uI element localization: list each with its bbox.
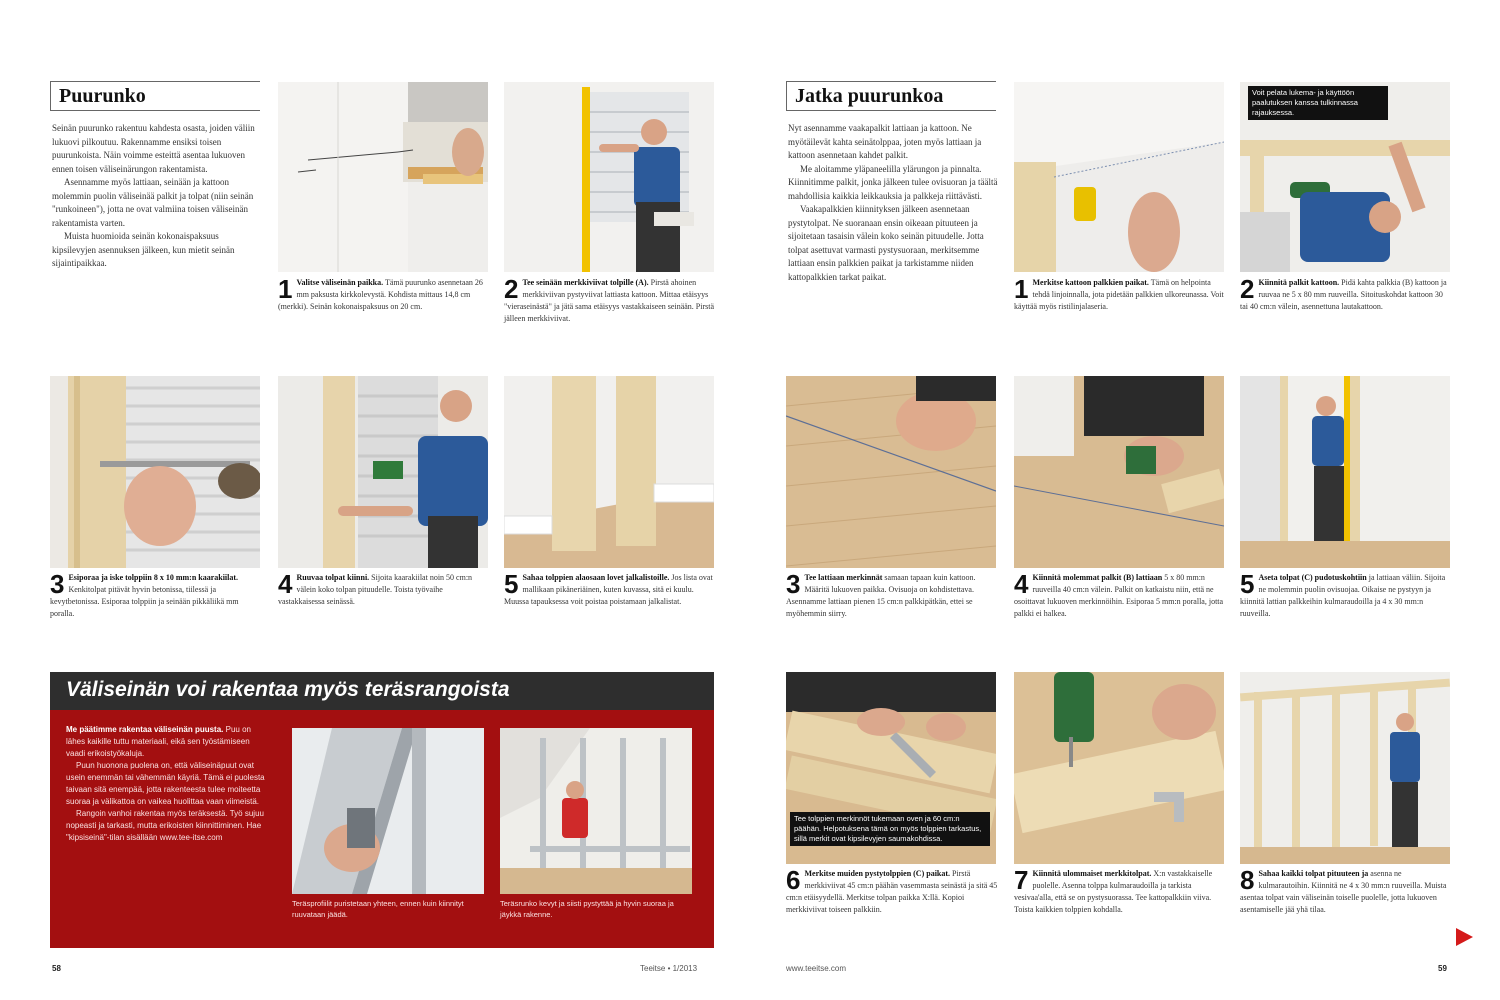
step-4 <box>278 569 490 608</box>
footer-magazine: Teeitse • 1/2013 <box>640 964 698 973</box>
photo-step-5 <box>504 376 714 568</box>
step-text: Pirstä merkkiviivat 45 cm:n päähän vasemmasta seinästä ja sitä 45 cm:n etäisyydellä. Merkitse tolpan paikka X:llä. Kopioi merkkiviivat toiseen palkkiin. <box>786 869 998 914</box>
r-step-1 <box>1014 274 1226 313</box>
photo-step-4 <box>278 376 488 568</box>
footer-page-number <box>52 964 61 973</box>
step-text: X:n vastakkaiselle puolelle. Asenna tolppa kulmaraudoilla ja tarkista vesivaa'alla, että se on pystysuorassa. Tee kattopalkkiin viiva. Toista kaikkien tolppien kohdalla. <box>1014 869 1213 914</box>
photo-r-step-4 <box>1014 376 1224 568</box>
photo-step-2 <box>504 82 714 272</box>
intro-paragraph: Muista huomioida seinän kokonaispaksuus kipsilevyjen asennuksen jälkeen, kun mietit seinän sijaintipaikkaa. <box>52 231 235 268</box>
footer-page-number <box>1438 964 1447 973</box>
steel-box-header <box>50 672 714 710</box>
photo-step-3 <box>50 376 260 568</box>
r-step-5 <box>1240 569 1452 620</box>
step-lead: Sahaa tolppien alaosaan lovet jalkalistoille. <box>522 573 670 582</box>
step-lead: Merkitse muiden pystytolppien (C) paikat. <box>804 869 951 878</box>
r-step-7 <box>1014 865 1226 916</box>
step-number: 2 <box>1240 274 1255 304</box>
step-text: Sijoita kaarakiilat noin 50 cm:n välein koko tolpan pituudelle. Toista työvaihe vastakkaisessa seinässä. <box>278 573 473 606</box>
intro-paragraph: Me aloitamme yläpaneelilla ylärungon ja pinnalta. Kiinnitimme palkit, jonka jälkeen tulee ovisuoran ja täältä mahdollisia kaikkia leikkauksia ja palkkeja riittävästi. <box>788 163 998 201</box>
step-3 <box>50 569 262 620</box>
step-number: 5 <box>504 569 519 599</box>
step-2 <box>504 274 716 325</box>
intro-text <box>52 122 264 271</box>
overlay-caption-top: Voit pelata lukema- ja käyttöön paalutuksen kanssa tulkinnassa rajauksessa. <box>1248 86 1388 120</box>
r-step-4 <box>1014 569 1226 620</box>
step-number: 4 <box>278 569 293 599</box>
steel-paragraph-text: Puu on lähes kaikille tuttu materiaali, eikä sen työstämiseen vaadi erikoistyökaluja. <box>66 725 251 758</box>
page-number: 58 <box>52 964 61 973</box>
photo-steel-profiles <box>292 728 484 894</box>
step-text: Tämä puurunko asennetaan 26 mm paksusta kirkkolevystä. Kohdista mittaus 14,8 cm (merkki). Seinän kokonaispaksuus on 20 cm. <box>278 278 483 311</box>
intro-paragraph: Vaakapalkkien kiinnityksen jälkeen asennetaan pystytolpat. Ne suoranaan ensin oikeaan pituuteen ja sijoitetaan tasaisin välein koko seinän pituudelle. Jotta tolpat asettuvat varmasti pystysuoraan, merkitsemme lattiaan ensin palkkien paikat ja tarkistamme niiden kattopalkkien tarkat paikat. <box>788 204 984 282</box>
step-text: 5 x 80 mm:n ruuveilla 40 cm:n välein. Palkit on katkaistu niin, että ne osoittavat lukuoven merkinnöihin. Esiporaa 5 mm:n poralla, jotta palkki ei halkea. <box>1014 573 1224 618</box>
step-lead: Kiinnitä ulommaiset merkkitolpat. <box>1032 869 1152 878</box>
step-text: Jos lista ovat mallikaan pikäneriäinen, kuten kuvassa, sitä ei kuulu. Muussa tapauksessa voit poistaa poistamaan jalkalistat. <box>504 573 713 606</box>
step-text: Tämä on helpointa tehdä linjoinnalla, jota pidetään palkkien ulkoreunassa. Voit käyttää myös ristilinjalaseria. <box>1014 278 1224 311</box>
step-number: 1 <box>278 274 293 304</box>
step-number: 4 <box>1014 569 1029 599</box>
photo-r-step-1 <box>1014 82 1224 272</box>
step-lead: Sahaa kaikki tolpat pituuteen ja <box>1258 869 1369 878</box>
step-5 <box>504 569 716 608</box>
step-text: Kenkitolpat pitävät hyvin betonissa, tiilessä ja kevytbetonissa. Esiporaa tolppiin ja seinään pikkäliikä mm poralla. <box>50 585 239 618</box>
intro-paragraph: Seinän puurunko rakentuu kahdesta osasta, joiden väliin lukuovi pilkoutuu. Rakennamme ensiksi toisen puurunkoista. Näin voimme esteittä asentaa lukuoven ennen toisen väliseinärungon rakentamista. <box>52 123 255 174</box>
intro-text <box>788 122 1000 284</box>
steel-caption-1: Teräsprofiilit puristetaan yhteen, ennen kuin kiinnityt ruuvataan jäädä. <box>292 899 464 919</box>
photo-r-step-8 <box>1240 672 1450 864</box>
steel-paragraph: Rangoin vanhoi rakentaa myös teräksestä. Työ sujuu nopeasti ja tarkasti, mutta erikoisten kiinnittiminen. Hae "kipsiseinä"-tilan sisällään www.tee-itse.com <box>66 809 264 842</box>
overlay-caption-bottom: Tee tolppien merkinnöt tukemaan oven ja 60 cm:n päähän. Helpotuksena tämä on myös tolppien tarkastus, sillä merkit ovat kipsilevyjen saumakohdissa. <box>790 812 990 846</box>
page-number: 59 <box>1438 964 1447 973</box>
intro-paragraph: Nyt asennamme vaakapalkit lattiaan ja kattoon. Ne myötäilevät kahta seinätolppaa, joten myös lattiaan ja kattoon asennetaan kahdet palkit. <box>788 123 982 160</box>
photo-r-step-5 <box>1240 376 1450 568</box>
steel-frame-box <box>50 672 714 948</box>
right-page <box>750 0 1500 1000</box>
r-step-8 <box>1240 865 1452 916</box>
step-text: Pirstä ahoinen merkkiviivan pystyviivat lattiasta kattoon. Mittaa etäisyys "vieraseinästä" ja jätä sama etäisyys vastakkaiseen seinään. Pirstä jälleen merkkiviivat. <box>504 278 715 323</box>
step-text: samaan tapaan kuin kattoon. Määritä lukuoven paikka. Ovisuoja on kohdistettava. Asennamme lattiaan pienen 15 cm:n palkkipätkän, ettei se myöhemmin siirry. <box>786 573 976 618</box>
step-number: 3 <box>786 569 801 599</box>
step-lead: Ruuvaa tolpat kiinni. <box>296 573 370 582</box>
steel-box-title: Väliseinän voi rakentaa myös teräsrangoista <box>66 678 510 701</box>
step-number: 3 <box>50 569 65 599</box>
r-step-2 <box>1240 274 1452 313</box>
steel-paragraph <box>66 724 266 760</box>
step-lead: Aseta tolpat (C) pudotuskohtiin <box>1258 573 1367 582</box>
step-lead: Tee seinään merkkiviivat tolpille (A). <box>522 278 649 287</box>
section-title-puurunko: Puurunko <box>50 81 260 111</box>
triangle-right-icon[interactable] <box>1456 928 1473 946</box>
steel-box-text <box>66 724 266 844</box>
r-step-3 <box>786 569 998 620</box>
step-number: 7 <box>1014 865 1029 895</box>
step-lead: Valitse väliseinän paikka. <box>296 278 384 287</box>
step-text: ja lattiaan väliin. Sijoita ne molemmin puolin ovisuojaa. Oikaise ne pystyyn ja kiinnitä lattian palkkeihin kulmaraudoilla ja 4 x 30 mm:n ruuveilla. <box>1240 573 1446 618</box>
step-number: 8 <box>1240 865 1255 895</box>
step-text: asenna ne kulmarautoihin. Kiinnitä ne 4 x 30 mm:n ruuveilla. Muista asentaa tolpat vain väliseinän toiselle puolelle, jotta lukuoven asentamiselle jää yhä tilaa. <box>1240 869 1447 914</box>
step-text: Pidä kahta palkkia (B) kattoon ja ruuvaa ne 5 x 80 mm ruuveilla. Sitoituskohdat kattoon 30 tai 40 cm:n välein, asennettuna lautakattoon. <box>1240 278 1447 311</box>
step-lead: Esiporaa ja iske tolppiin 8 x 10 mm:n kaarakiilat. <box>68 573 239 582</box>
steel-paragraph: Puun huonona puolena on, että väliseinäpuut ovat usein enemmän tai vähemmän käyriä. Tämä ei puolesta taivaan sitä enempää, jotta rakenteesta tulee moiteetta suoraa ja välikattoa on vaikea huolittaa vaan viimeistä. <box>66 761 265 806</box>
footer-url: www.teeitse.com <box>786 964 847 973</box>
step-lead: Tee lattiaan merkinnät <box>804 573 883 582</box>
photo-steel-wall <box>500 728 692 894</box>
steel-caption-2: Teräsrunko kevyt ja siisti pystyttää ja hyvin suoraa ja jäykkä rakenne. <box>500 899 674 919</box>
step-lead: Merkitse kattoon palkkien paikat. <box>1032 278 1149 287</box>
step-lead: Kiinnitä palkit kattoon. <box>1258 278 1340 287</box>
step-number: 1 <box>1014 274 1029 304</box>
r-step-6 <box>786 865 998 916</box>
steel-lead: Me päätimme rakentaa väliseinän puusta. <box>66 725 224 734</box>
photo-r-step-7 <box>1014 672 1224 864</box>
step-number: 2 <box>504 274 519 304</box>
step-1 <box>278 274 490 313</box>
section-title-jatka: Jatka puurunkoa <box>786 81 996 111</box>
step-number: 6 <box>786 865 801 895</box>
step-number: 5 <box>1240 569 1255 599</box>
photo-r-step-3 <box>786 376 996 568</box>
step-lead: Kiinnitä molemmat palkit (B) lattiaan <box>1032 573 1163 582</box>
intro-paragraph: Asennamme myös lattiaan, seinään ja kattoon molemmin puolin väliseinää palkit ja tolpat (niin seinän "runkoineen"), jotta ne ovat valmiina toisen väliseinän rakentamista varten. <box>52 177 254 228</box>
photo-step-1 <box>278 82 488 272</box>
